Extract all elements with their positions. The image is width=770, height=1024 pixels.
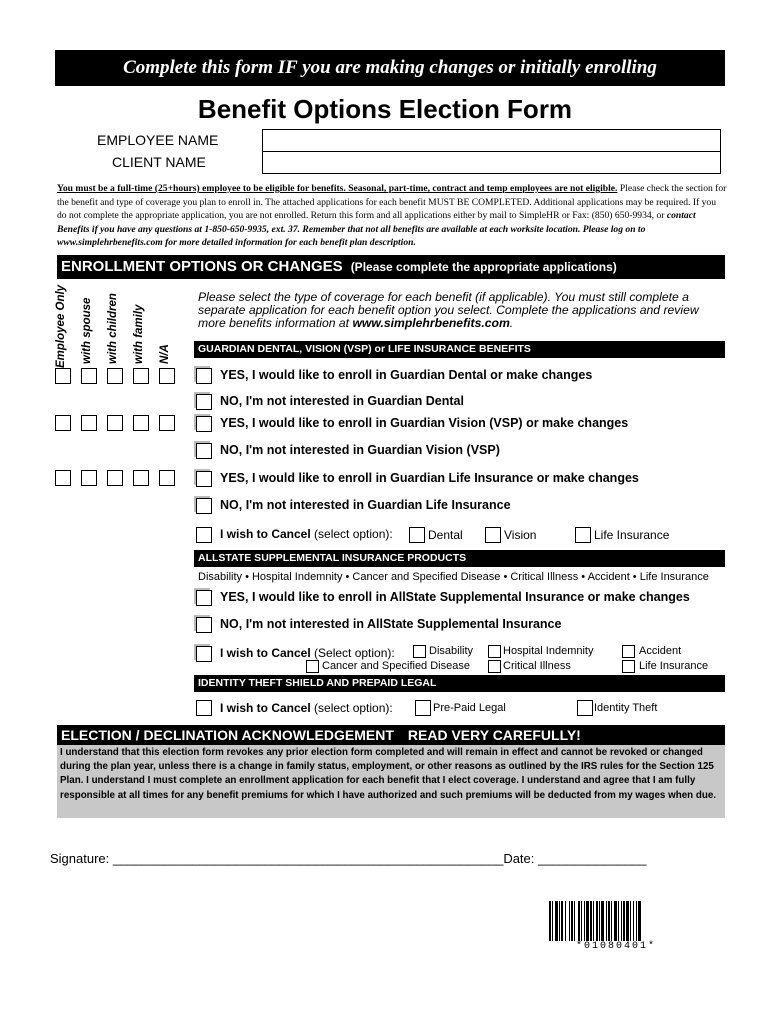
allstate-cancel-checkbox[interactable] <box>196 646 212 662</box>
allstate-yes-label: YES, I would like to enroll in AllState Supplemental Insurance or make changes <box>220 590 690 604</box>
allstate-products: Disability • Hospital Indemnity • Cancer and Specified Disease • Critical Illness • Accident • Life Insurance <box>198 571 709 583</box>
dental-with-family-checkbox[interactable] <box>133 368 149 384</box>
allstate-no-checkbox[interactable] <box>196 617 212 633</box>
identity-cancel-label: I wish to Cancel (select option): <box>220 701 393 715</box>
acknowledgement-header: ELECTION / DECLINATION ACKNOWLEDGEMENT READ VERY CAREFULLY! <box>57 725 725 745</box>
cancel-dental-checkbox[interactable] <box>409 527 425 543</box>
identity-cancel-checkbox[interactable] <box>196 700 212 716</box>
vision-yes-label: YES, I would like to enroll in Guardian Vision (VSP) or make changes <box>220 416 629 430</box>
life-no-label: NO, I'm not interested in Guardian Life Insurance <box>220 498 511 512</box>
date-line[interactable]: _______________ <box>538 851 647 866</box>
coverage-instructions: Please select the type of coverage for each benefit (if applicable). You must still complete a separate application for each benefit option you select. Complete the applications and review more benefits information at www.simplehrbenefits.com. <box>198 290 699 330</box>
allstate-header: ALLSTATE SUPPLEMENTAL INSURANCE PRODUCTS <box>194 550 725 567</box>
cancel-vision-checkbox[interactable] <box>485 527 501 543</box>
life-yes-checkbox[interactable] <box>196 471 212 487</box>
acknowledgement-body: I understand that this election form revokes any prior election form completed and will remain in effect and cannot be revoked or changed during the plan year, unless there is a change in family status, employment, or other reasons as outlined by the IRS rules for the Section 125 Plan. I understand I must complete an enrollment application for each benefit that I elect coverage. I understand and agree that I am fully responsible at all times for any benefit premiums for which I have authorized and such premiums will be deducted from my wages when due. <box>57 745 725 818</box>
cancel-accident-checkbox[interactable] <box>622 645 635 658</box>
guardian-header: GUARDIAN DENTAL, VISION (VSP) or LIFE INSURANCE BENEFITS <box>194 341 725 358</box>
vision-no-label: NO, I'm not interested in Guardian Vision (VSP) <box>220 443 500 457</box>
identity-header: IDENTITY THEFT SHIELD AND PREPAID LEGAL <box>194 675 725 692</box>
dental-yes-label: YES, I would like to enroll in Guardian Dental or make changes <box>220 368 593 382</box>
signature-label: Signature: <box>50 851 110 866</box>
dental-yes-checkbox[interactable] <box>196 368 212 384</box>
employee-name-field[interactable] <box>262 129 721 152</box>
vision-yes-checkbox[interactable] <box>196 416 212 432</box>
cancel-accident-label: Accident <box>639 645 682 657</box>
date-label: Date: <box>503 851 535 866</box>
vision-na-checkbox[interactable] <box>159 415 175 431</box>
life-no-checkbox[interactable] <box>196 498 212 514</box>
col-na: N/A <box>159 344 171 364</box>
dental-employee-only-checkbox[interactable] <box>55 368 71 384</box>
cancel-prepaid-legal-checkbox[interactable] <box>415 700 431 716</box>
life-with-children-checkbox[interactable] <box>107 470 123 486</box>
vision-with-children-checkbox[interactable] <box>107 415 123 431</box>
eligibility-paragraph: You must be a full-time (25+hours) employee to be eligible for benefits. Seasonal, part-time, contract and temp employees are not eligible. Please check the section for the benefit and type of coverage you plan to enroll in. The attached applications for each benefit MUST BE COMPLETED. Additional applications may be required. If you do not complete the appropriate application, you are not enrolled. Return this form and all applications either by mail to SimpleHR or Fax: (850) 650-9934, or contact Benefits if you have any questions at 1-850-650-9935, ext. 37. Remember that not all benefits are available at each worksite location. Please log on to www.simplehrbenefits.com for more detailed information for each benefit plan description. <box>57 183 727 249</box>
vision-no-checkbox[interactable] <box>196 443 212 459</box>
barcode-image <box>549 901 683 941</box>
form-title: Benefit Options Election Form <box>197 94 573 124</box>
cancel-life-label: Life Insurance <box>594 528 670 542</box>
client-name-field[interactable] <box>262 151 721 174</box>
allstate-no-label: NO, I'm not interested in AllState Supplemental Insurance <box>220 617 562 631</box>
col-with-family: with family <box>133 304 145 364</box>
cancel-allstate-life-checkbox[interactable] <box>622 660 635 673</box>
cancel-identity-theft-checkbox[interactable] <box>577 700 593 716</box>
cancel-prepaid-legal-label: Pre-Paid Legal <box>433 702 506 714</box>
cancel-cancer-label: Cancer and Specified Disease <box>322 660 470 672</box>
guardian-cancel-checkbox[interactable] <box>196 527 212 543</box>
dental-with-children-checkbox[interactable] <box>107 368 123 384</box>
life-yes-label: YES, I would like to enroll in Guardian Life Insurance or make changes <box>220 471 639 485</box>
col-employee-only: Employee Only <box>55 284 67 368</box>
dental-no-label: NO, I'm not interested in Guardian Dental <box>220 394 464 408</box>
allstate-yes-checkbox[interactable] <box>196 590 212 606</box>
dental-na-checkbox[interactable] <box>159 368 175 384</box>
client-name-label: CLIENT NAME <box>112 154 206 170</box>
vision-with-spouse-checkbox[interactable] <box>81 415 97 431</box>
life-employee-only-checkbox[interactable] <box>55 470 71 486</box>
vision-employee-only-checkbox[interactable] <box>55 415 71 431</box>
cancel-allstate-life-label: Life Insurance <box>639 660 709 672</box>
cancel-disability-checkbox[interactable] <box>413 645 426 658</box>
cancel-hospital-checkbox[interactable] <box>488 645 501 658</box>
dental-no-checkbox[interactable] <box>196 394 212 410</box>
signature-row <box>50 851 646 866</box>
header-banner: Complete this form IF you are making changes or initially enrolling <box>55 50 725 86</box>
life-with-family-checkbox[interactable] <box>133 470 149 486</box>
cancel-disability-label: Disability <box>429 645 474 657</box>
cancel-identity-theft-label: Identity Theft <box>594 702 658 714</box>
cancel-life-checkbox[interactable] <box>575 527 591 543</box>
cancel-critical-label: Critical Illness <box>503 660 571 672</box>
signature-line[interactable]: ______________________________________________________ <box>112 851 504 866</box>
enrollment-header: ENROLLMENT OPTIONS OR CHANGES (Please complete the appropriate applications) <box>57 255 725 279</box>
life-na-checkbox[interactable] <box>159 470 175 486</box>
allstate-cancel-label: I wish to Cancel (Select option): <box>220 646 395 660</box>
cancel-hospital-label: Hospital Indemnity <box>503 645 594 657</box>
cancel-critical-checkbox[interactable] <box>488 660 501 673</box>
life-with-spouse-checkbox[interactable] <box>81 470 97 486</box>
employee-name-label: EMPLOYEE NAME <box>97 132 219 148</box>
barcode-number: *01080401* <box>575 941 656 952</box>
guardian-cancel-label: I wish to Cancel (select option): <box>220 527 393 541</box>
cancel-dental-label: Dental <box>428 528 463 542</box>
col-with-spouse: with spouse <box>81 297 93 364</box>
cancel-cancer-checkbox[interactable] <box>306 660 319 673</box>
vision-with-family-checkbox[interactable] <box>133 415 149 431</box>
cancel-vision-label: Vision <box>504 528 537 542</box>
dental-with-spouse-checkbox[interactable] <box>81 368 97 384</box>
col-with-children: with children <box>107 293 119 364</box>
